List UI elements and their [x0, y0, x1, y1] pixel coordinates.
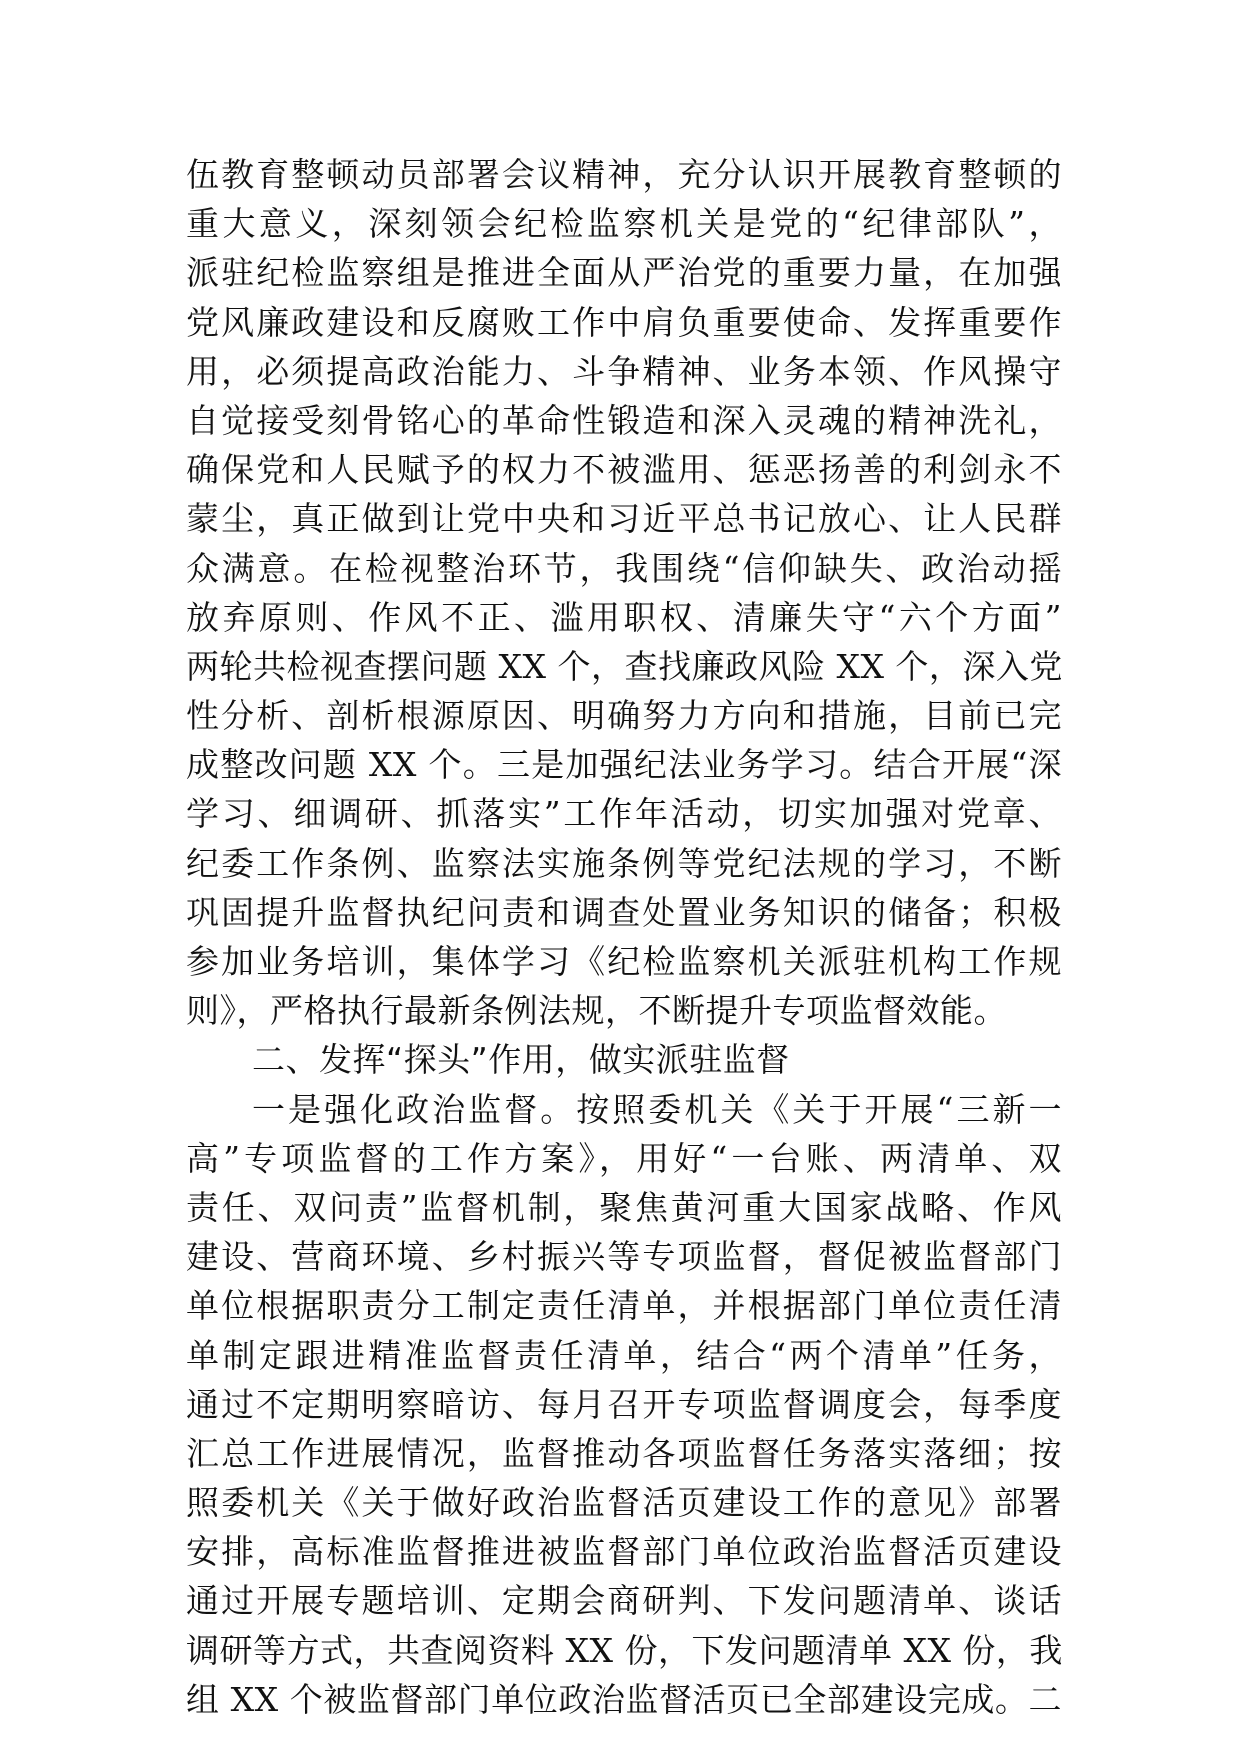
paragraph-line: 通过不定期明察暗访、每月召开专项监督调度会，每季度: [186, 1384, 1062, 1424]
section-heading: 二、发挥“探头”作用，做实派驻监督: [252, 1040, 790, 1080]
paragraph-line: 安排，高标准监督推进被监督部门单位政治监督活页建设: [186, 1532, 1062, 1572]
paragraph-line: 蒙尘，真正做到让党中央和习近平总书记放心、让人民群: [186, 499, 1062, 539]
paragraph-line: 则》，严格执行最新条例法规，不断提升专项监督效能。: [186, 991, 1007, 1031]
paragraph-line: 自觉接受刻骨铭心的革命性锻造和深入灵魂的精神洗礼，: [186, 400, 1062, 440]
paragraph-line: 派驻纪检监察组是推进全面从严治党的重要力量，在加强: [186, 253, 1062, 293]
paragraph-line: 单制定跟进精准监督责任清单，结合“两个清单”任务，: [186, 1335, 1062, 1375]
paragraph-line: 性分析、剖析根源原因、明确努力方向和措施，目前已完: [186, 696, 1062, 736]
paragraph-line: 重大意义，深刻领会纪检监察机关是党的“纪律部队”，: [186, 204, 1062, 244]
paragraph-line: 放弃原则、作风不正、滥用职权、清廉失守“六个方面”: [186, 597, 1062, 637]
paragraph-line: 党风廉政建设和反腐败工作中肩负重要使命、发挥重要作: [186, 302, 1062, 342]
paragraph-line: 照委机关《关于做好政治监督活页建设工作的意见》部署: [186, 1483, 1062, 1523]
paragraph-line: 汇总工作进展情况，监督推动各项监督任务落实落细；按: [186, 1433, 1062, 1473]
paragraph-line: 确保党和人民赋予的权力不被滥用、惩恶扬善的利剑永不: [186, 450, 1062, 490]
paragraph-line: 用，必须提高政治能力、斗争精神、业务本领、作风操守: [186, 351, 1062, 391]
paragraph-line: 组 XX 个被监督部门单位政治监督活页已全部建设完成。二: [186, 1679, 1062, 1719]
paragraph-line: 建设、营商环境、乡村振兴等专项监督，督促被监督部门: [186, 1237, 1062, 1277]
paragraph-line: 巩固提升监督执纪问责和调查处置业务知识的储备；积极: [186, 892, 1062, 932]
document-body: [186, 150, 1062, 1724]
paragraph-line: 参加业务培训，集体学习《纪检监察机关派驻机构工作规: [186, 942, 1062, 981]
paragraph-line: 成整改问题 XX 个。三是加强纪法业务学习。结合开展“深: [186, 745, 1062, 785]
paragraph-line: 纪委工作条例、监察法实施条例等党纪法规的学习，不断: [186, 843, 1062, 883]
paragraph-line: 单位根据职责分工制定责任清单，并根据部门单位责任清: [186, 1286, 1062, 1326]
paragraph-line: 一是强化政治监督。按照委机关《关于开展“三新一: [252, 1089, 1062, 1129]
paragraph-line: 学习、细调研、抓落实”工作年活动，切实加强对党章、: [186, 794, 1062, 834]
paragraph-line: 调研等方式，共查阅资料 XX 份，下发问题清单 XX 份，我: [186, 1630, 1063, 1670]
paragraph-line: 高”专项监督的工作方案》，用好“一台账、两清单、双: [186, 1138, 1062, 1178]
paragraph-line: 众满意。在检视整治环节，我围绕“信仰缺失、政治动摇: [186, 548, 1062, 588]
paragraph-line: 伍教育整顿动员部署会议精神，充分认识开展教育整顿的: [186, 155, 1062, 194]
paragraph-line: 责任、双问责”监督机制，聚焦黄河重大国家战略、作风: [186, 1187, 1062, 1227]
paragraph-line: 通过开展专题培训、定期会商研判、下发问题清单、谈话: [186, 1581, 1062, 1621]
paragraph-line: 两轮共检视查摆问题 XX 个，查找廉政风险 XX 个，深入党: [186, 646, 1063, 686]
